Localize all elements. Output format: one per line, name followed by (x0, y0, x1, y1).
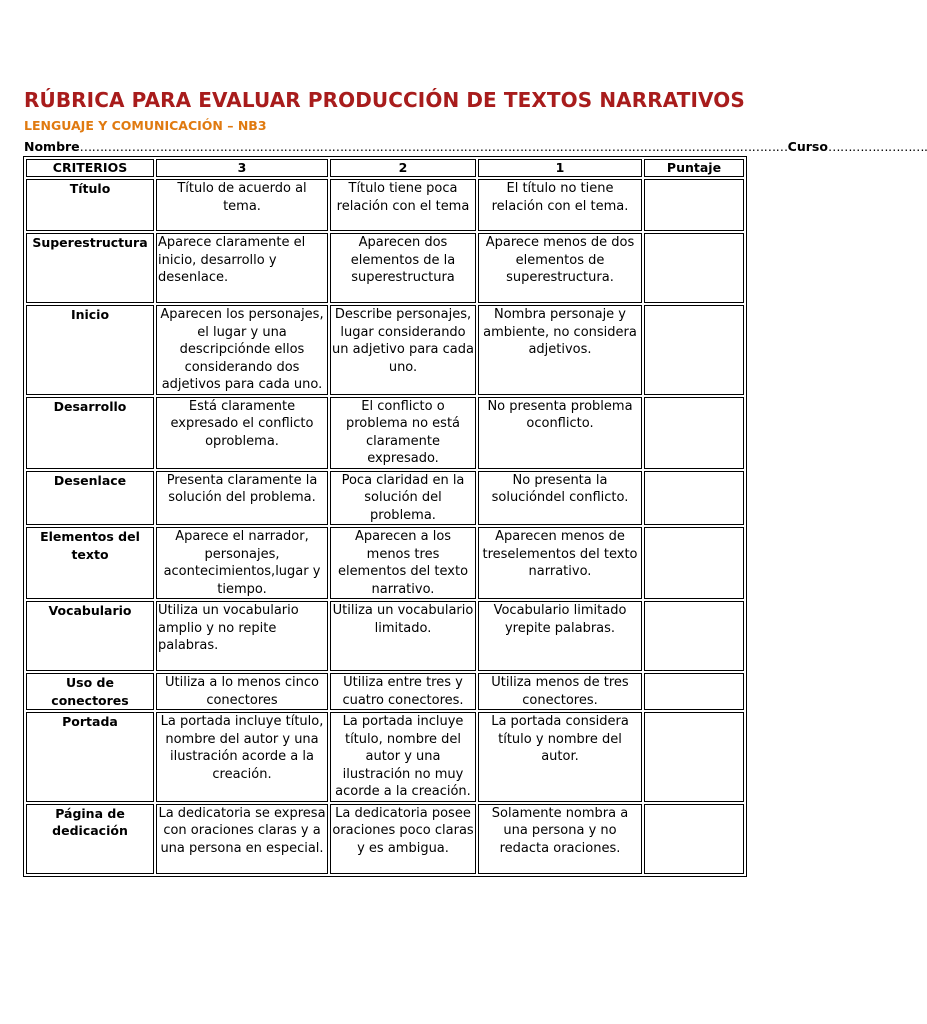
name-label: Nombre (24, 139, 80, 154)
criterion-cell: Uso de conectores (26, 673, 154, 710)
score-cell[interactable] (644, 712, 744, 802)
criterion-cell: Página de dedicación (26, 804, 154, 874)
level-2-cell: Utiliza entre tres y cuatro conectores. (330, 673, 476, 710)
table-header-row (26, 159, 744, 177)
table-row (26, 601, 744, 671)
rubric-table (23, 156, 747, 877)
table-row (26, 305, 744, 395)
level-3-cell: Aparece claramente el inicio, desarrollo y desenlace. (156, 233, 328, 303)
level-2-cell: Utiliza un vocabulario limitado. (330, 601, 476, 671)
level-2-cell: El conflicto o problema no está claramente expresado. (330, 397, 476, 469)
level-2-cell: La dedicatoria posee oraciones poco claras y es ambigua. (330, 804, 476, 874)
course-label: Curso (787, 139, 828, 154)
level-3-cell: La dedicatoria se expresa con oraciones claras y a una persona en especial. (156, 804, 328, 874)
level-3-cell: La portada incluye título, nombre del autor y una ilustración acorde a la creación. (156, 712, 328, 802)
course-blank[interactable]: ……………………. (827, 139, 927, 154)
level-1-cell: Nombra personaje y ambiente, no considera adjetivos. (478, 305, 642, 395)
level-3-cell: Aparece el narrador, personajes, acontecimientos,lugar y tiempo. (156, 527, 328, 599)
score-cell[interactable] (644, 233, 744, 303)
header-score-3: 3 (156, 159, 328, 177)
level-3-cell: Está claramente expresado el conflicto oproblema. (156, 397, 328, 469)
table-row (26, 804, 744, 874)
level-2-cell: Aparecen dos elementos de la superestructura (330, 233, 476, 303)
criterion-cell: Desarrollo (26, 397, 154, 469)
level-3-cell: Utiliza un vocabulario amplio y no repite palabras. (156, 601, 328, 671)
level-3-cell: Título de acuerdo al tema. (156, 179, 328, 231)
level-2-cell: La portada incluye título, nombre del autor y una ilustración no muy acorde a la creación. (330, 712, 476, 802)
table-row (26, 527, 744, 599)
level-1-cell: El título no tiene relación con el tema. (478, 179, 642, 231)
table-row (26, 179, 744, 231)
table-row (26, 233, 744, 303)
table-row (26, 397, 744, 469)
student-info-line (24, 139, 927, 154)
header-criterios: CRITERIOS (26, 159, 154, 177)
criterion-cell: Vocabulario (26, 601, 154, 671)
table-row (26, 471, 744, 526)
document-title: RÚBRICA PARA EVALUAR PRODUCCIÓN DE TEXTOS NARRATIVOS (24, 88, 745, 112)
table-row (26, 712, 744, 802)
level-3-cell: Utiliza a lo menos cinco conectores (156, 673, 328, 710)
score-cell[interactable] (644, 804, 744, 874)
document-subtitle: LENGUAJE Y COMUNICACIÓN – NB3 (24, 118, 267, 133)
level-3-cell: Aparecen los personajes, el lugar y una descripciónde ellos considerando dos adjetivos para cada uno. (156, 305, 328, 395)
level-2-cell: Aparecen a los menos tres elementos del texto narrativo. (330, 527, 476, 599)
level-2-cell: Describe personajes, lugar considerando un adjetivo para cada uno. (330, 305, 476, 395)
score-cell[interactable] (644, 397, 744, 469)
level-1-cell: Aparecen menos de treselementos del texto narrativo. (478, 527, 642, 599)
level-1-cell: Utiliza menos de tres conectores. (478, 673, 642, 710)
criterion-cell: Elementos del texto (26, 527, 154, 599)
criterion-cell: Portada (26, 712, 154, 802)
level-1-cell: Solamente nombra a una persona y no redacta oraciones. (478, 804, 642, 874)
header-puntaje: Puntaje (644, 159, 744, 177)
score-cell[interactable] (644, 673, 744, 710)
level-1-cell: Vocabulario limitado yrepite palabras. (478, 601, 642, 671)
score-cell[interactable] (644, 471, 744, 526)
score-cell[interactable] (644, 601, 744, 671)
header-score-1: 1 (478, 159, 642, 177)
level-2-cell: Poca claridad en la solución del problema. (330, 471, 476, 526)
score-cell[interactable] (644, 305, 744, 395)
level-1-cell: No presenta la solucióndel conflicto. (478, 471, 642, 526)
name-blank[interactable]: …………………………………………………………………………………………………………………………………………………………… (79, 139, 788, 154)
criterion-cell: Desenlace (26, 471, 154, 526)
criterion-cell: Inicio (26, 305, 154, 395)
level-1-cell: Aparece menos de dos elementos de superestructura. (478, 233, 642, 303)
criterion-cell: Superestructura (26, 233, 154, 303)
score-cell[interactable] (644, 527, 744, 599)
score-cell[interactable] (644, 179, 744, 231)
level-2-cell: Título tiene poca relación con el tema (330, 179, 476, 231)
criterion-cell: Título (26, 179, 154, 231)
level-1-cell: No presenta problema oconflicto. (478, 397, 642, 469)
header-score-2: 2 (330, 159, 476, 177)
level-3-cell: Presenta claramente la solución del problema. (156, 471, 328, 526)
table-row (26, 673, 744, 710)
level-1-cell: La portada considera título y nombre del autor. (478, 712, 642, 802)
